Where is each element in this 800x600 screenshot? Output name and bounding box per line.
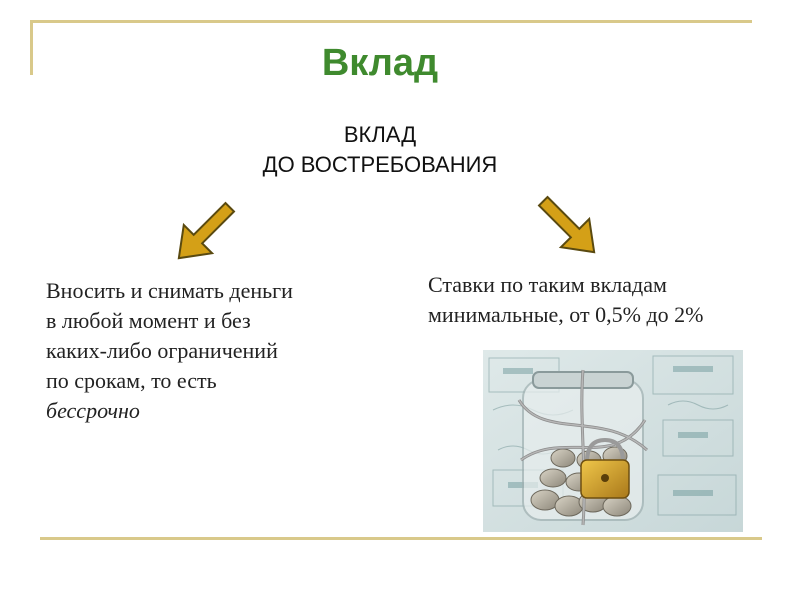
subtitle-line-1: ВКЛАД (343, 122, 417, 147)
coin-jar-with-padlock-image (483, 350, 743, 532)
frame-bottom-line (40, 537, 762, 540)
left-description (46, 276, 376, 426)
frame-top-line (30, 20, 752, 23)
left-text-italic: бессрочно (46, 398, 140, 423)
right-text-line: минимальные, от 0,5% до 2% (428, 302, 704, 327)
left-text-line: в любой момент и без (46, 308, 251, 333)
right-description (428, 270, 788, 330)
arrow-down-left-icon (160, 192, 250, 272)
slide-subtitle (200, 120, 560, 180)
slide-title: Вклад (321, 42, 439, 84)
left-text-line: по срокам, то есть (46, 368, 217, 393)
left-text-line: Вносить и снимать деньги (46, 278, 293, 303)
right-text-line: Ставки по таким вкладам (428, 272, 667, 297)
subtitle-line-2: ДО ВОСТРЕБОВАНИЯ (262, 152, 498, 177)
arrow-down-right-icon (523, 186, 613, 266)
left-text-line: каких-либо ограничений (46, 338, 278, 363)
